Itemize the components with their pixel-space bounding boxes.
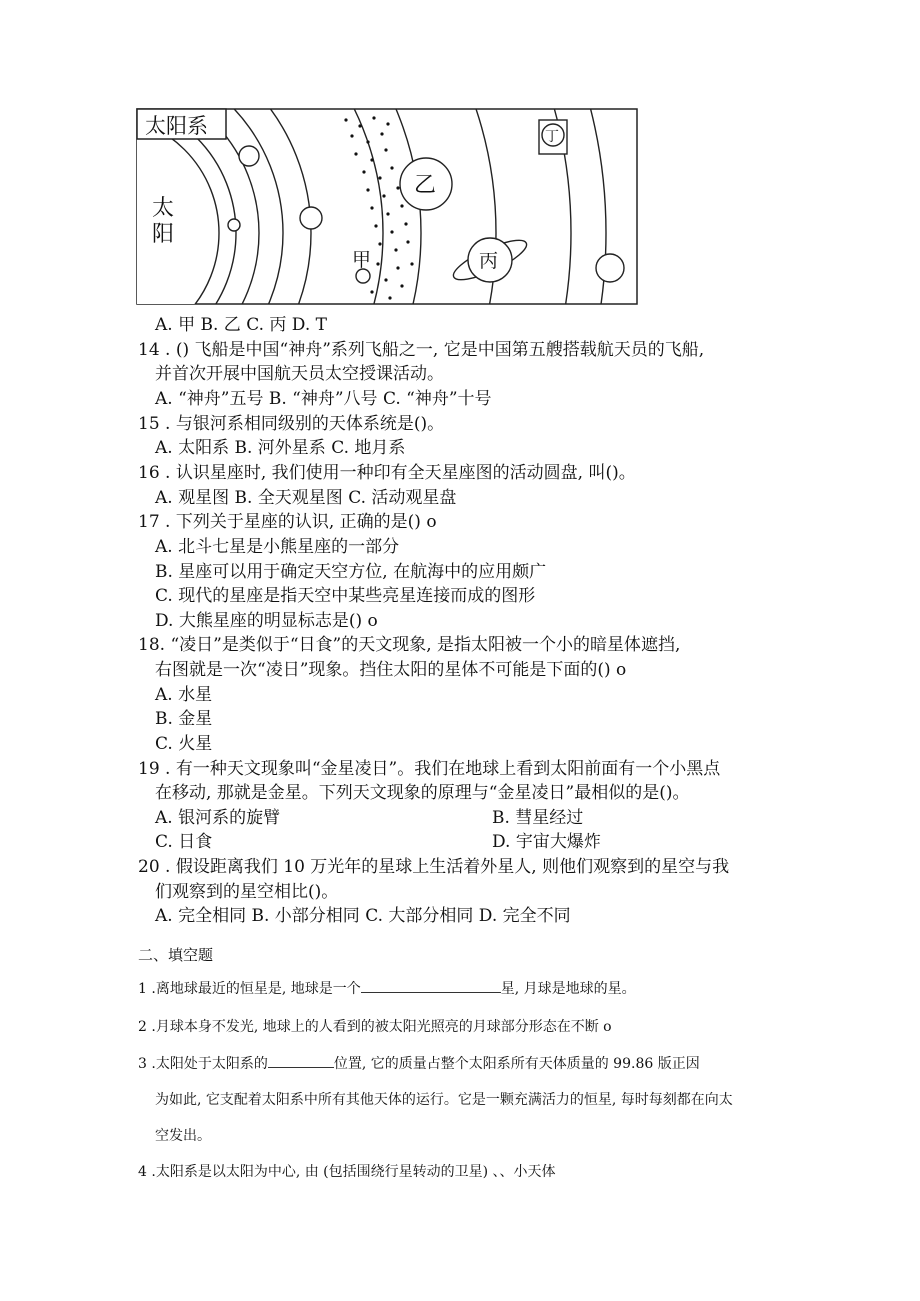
q20-line2: 们观察到的星空相比()。 xyxy=(155,882,339,902)
q15-line1: 15 . 与银河系相同级别的天体系统是()。 xyxy=(138,414,445,434)
q18-option-b: B. 金星 xyxy=(155,709,213,729)
fill-3 xyxy=(138,1053,700,1075)
fill-2 xyxy=(138,1016,612,1038)
q17-line1: 17 . 下列关于星座的认识, 正确的是() o xyxy=(138,512,437,532)
planet-earth xyxy=(300,207,322,229)
planet-venus xyxy=(239,146,259,166)
fill-2-text: .月球本身不发光, 地球上的人看到的被太阳光照亮的月球部分形态在不断 o xyxy=(146,1019,612,1035)
fill-3-number: 3 xyxy=(138,1056,147,1072)
q19-line1: 19 . 有一种天文现象叫“金星凌日”。我们在地球上看到太阳前面有一个小黑点 xyxy=(138,759,721,779)
q18-option-a: A. 水星 xyxy=(155,685,213,705)
fill-1-number: 1 xyxy=(138,981,147,997)
label-bing: 丙 xyxy=(479,250,499,272)
fill-4 xyxy=(138,1161,556,1183)
q19-option-d: D. 宇宙大爆炸 xyxy=(492,832,601,852)
fill-4-number: 4 xyxy=(138,1164,147,1180)
fill-3-line2: 为如此, 它支配着太阳系中所有其他天体的运行。它是一颗充满活力的恒星, 每时每刻都在向太 xyxy=(155,1092,733,1108)
q18-option-c: C. 火星 xyxy=(155,734,213,754)
fill-1-blank[interactable] xyxy=(361,978,501,993)
section-title: 二、填空题 xyxy=(138,946,214,964)
q19-options-row1 xyxy=(155,806,584,830)
q17-option-a: A. 北斗七星是小熊星座的一部分 xyxy=(155,537,400,557)
q14-line1: 14 . () 飞船是中国“神舟”系列飞船之一, 它是中国第五艘搭载航天员的飞船, xyxy=(138,340,705,360)
planet-mars xyxy=(356,269,370,283)
fill-2-number: 2 xyxy=(138,1019,147,1035)
q16-line1: 16 . 认识星座时, 我们使用一种印有全天星座图的活动圆盘, 叫()。 xyxy=(138,463,636,483)
q17-option-d: D. 大熊星座的明显标志是() o xyxy=(155,611,378,631)
q17-option-c: C. 现代的星座是指天空中某些亮星连接而成的图形 xyxy=(155,586,536,606)
q18-line2: 右图就是一次“凌日”现象。挡住太阳的星体不可能是下面的() o xyxy=(155,660,627,680)
label-jia: 甲 xyxy=(352,249,372,271)
q15-options: A. 太阳系 B. 河外星系 C. 地月系 xyxy=(155,438,406,458)
solar-system-figure xyxy=(136,108,638,305)
q14-options: A. “神舟”五号 B. “神舟”八号 C. “神舟”十号 xyxy=(155,389,492,409)
fill-3-line3: 空发出。 xyxy=(155,1128,211,1144)
label-yi: 乙 xyxy=(414,173,437,198)
fill-3-text-b: 位置, 它的质量占整个太阳系所有天体质量的 99.86 版正因 xyxy=(333,1056,700,1072)
sun-label-2: 阳 xyxy=(152,222,175,247)
q14-line2: 并首次开展中国航天员太空授课活动。 xyxy=(155,364,444,384)
fill-1-text-b: 星, 月球是地球的星。 xyxy=(500,981,636,997)
q19-option-c: C. 日食 xyxy=(155,832,213,852)
q17-option-b: B. 星座可以用于确定天空方位, 在航海中的应用颇广 xyxy=(155,562,547,582)
q19-line2: 在移动, 那就是金星。下列天文现象的原理与“金星凌日”最相似的是()。 xyxy=(155,783,690,803)
q20-options: A. 完全相同 B. 小部分相同 C. 大部分相同 D. 完全不同 xyxy=(155,906,571,926)
q19-option-a: A. 银河系的旋臂 xyxy=(155,808,281,828)
fill-1-text-a: .离地球最近的恒星是, 地球是一个 xyxy=(146,981,361,997)
planet-outer xyxy=(596,254,624,282)
planet-mercury xyxy=(228,219,240,231)
q19-options-row2 xyxy=(155,830,601,854)
q13-options: A. 甲 B. 乙 C. 丙 D. T xyxy=(155,315,327,335)
fill-3-text-a: .太阳处于太阳系的 xyxy=(146,1056,268,1072)
fill-3-blank[interactable] xyxy=(268,1053,334,1068)
sun-label-1: 太 xyxy=(152,196,175,221)
q20-line1: 20 . 假设距离我们 10 万光年的星球上生活着外星人, 则他们观察到的星空与我 xyxy=(138,857,730,877)
fill-4-text: .太阳系是以太阳为中心, 由 (包括围绕行星转动的卫星) 、、小天体 xyxy=(146,1164,556,1180)
q16-options: A. 观星图 B. 全天观星图 C. 活动观星盘 xyxy=(155,488,457,508)
q19-option-b: B. 彗星经过 xyxy=(492,808,584,828)
fill-1 xyxy=(138,978,636,1000)
q18-line1: 18. “凌日”是类似于“日食”的天文现象, 是指太阳被一个小的暗星体遮挡, xyxy=(138,635,681,655)
label-ding: 丁 xyxy=(545,129,559,145)
figure-title: 太阳系 xyxy=(145,114,208,138)
